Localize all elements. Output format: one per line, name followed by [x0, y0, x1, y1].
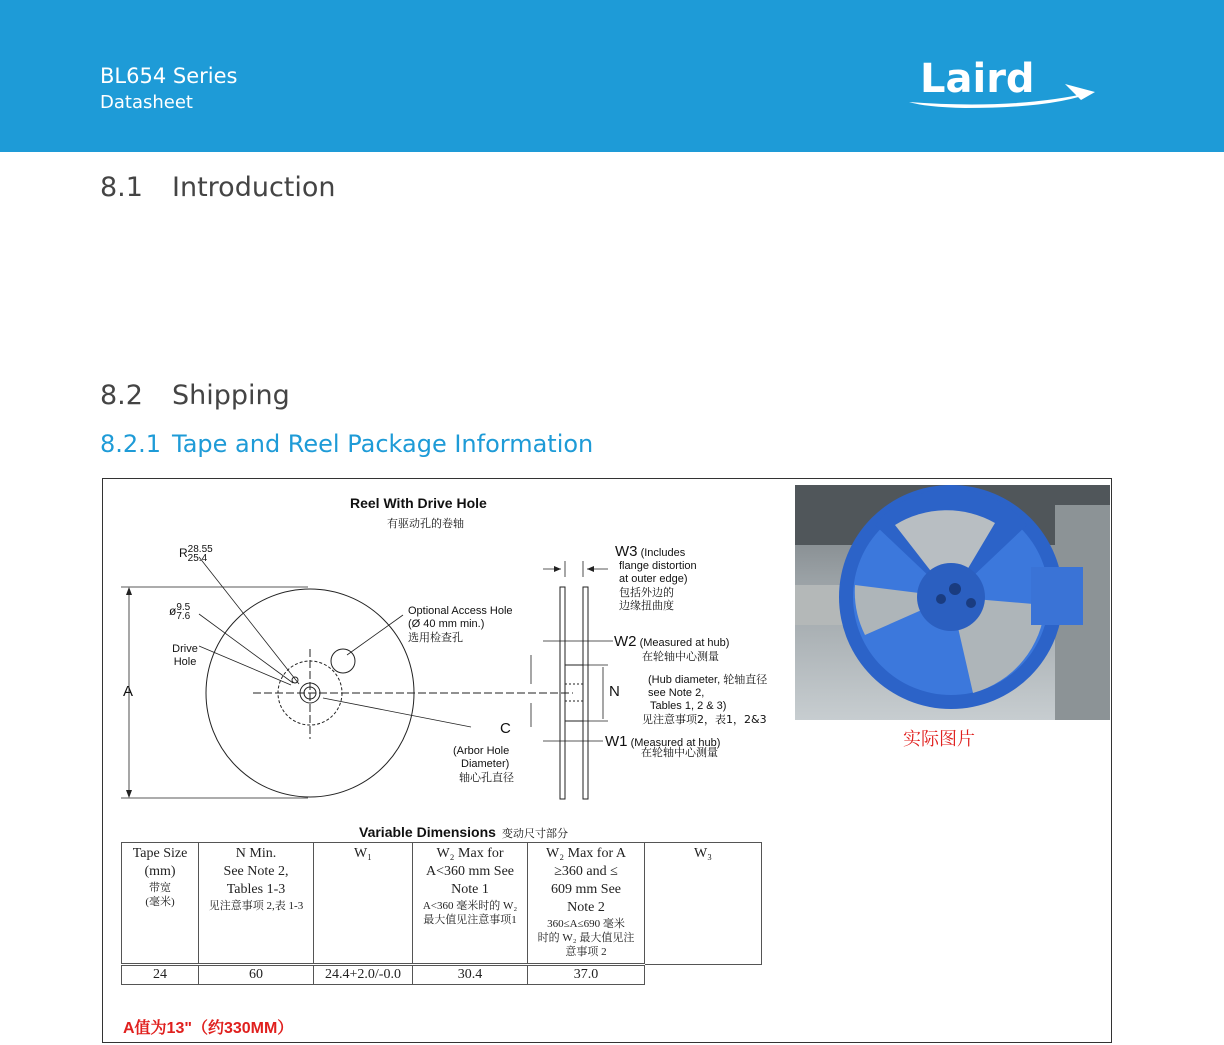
- section-title: Shipping: [172, 380, 290, 411]
- optional-hole-label: Optional Access Hole (Ø 40 mm min.) 选用检查孔: [408, 605, 513, 644]
- drive-hole-diameter-label: ø9.5 7.6: [169, 602, 191, 622]
- section-title: Introduction: [172, 172, 336, 203]
- variable-dimensions-table: [121, 842, 762, 985]
- n-annotation: (Hub diameter, 轮轴直径 see Note 2, Tables 1, 2 & 3) 见注意事项2，表1，2&3: [642, 673, 768, 726]
- reel-title: Reel With Drive Hole: [350, 495, 487, 511]
- section-8-2-heading: [100, 380, 290, 411]
- photo-caption: 实际图片: [903, 729, 975, 750]
- column-w3: W₃: [645, 843, 762, 965]
- blue-reel-image: [795, 485, 1110, 720]
- radius-label: R28.55 25.4: [179, 544, 213, 564]
- section-8-2-1-heading: [100, 430, 593, 458]
- a-value-note: A值为13"（约330MM）: [123, 1020, 294, 1037]
- column-n-min: N Min. See Note 2, Tables 1-3 见注意事项 2,表 1-3: [199, 843, 314, 965]
- section-number: 8.1: [100, 172, 143, 203]
- w3-annotation: W3 (Includes flange distortion at outer edge) 包括外边的 边缘扭曲度: [615, 543, 697, 612]
- column-w1: W₁: [314, 843, 413, 965]
- cell-n-min: 60: [199, 965, 314, 985]
- section-number: 8.2: [100, 380, 143, 411]
- w1-annotation: W1 (Measured at hub) 在轮轴中心测量: [605, 733, 721, 759]
- cell-w2-under-360: 30.4: [413, 965, 528, 985]
- w2-annotation: W2 (Measured at hub) 在轮轴中心测量: [614, 633, 730, 663]
- subsection-number: 8.2.1: [100, 430, 162, 458]
- column-w2-360-609: W₂ Max for A ≥360 and ≤ 609 mm See Note 2 360≤A≤690 毫米 时的 W₂ 最大值见注 意事项 2: [528, 843, 645, 965]
- table-title: Variable Dimensions 变动尺寸部分: [359, 824, 568, 840]
- column-tape-size: Tape Size (mm) 带宽 (毫米): [122, 843, 199, 965]
- dimension-n-label: N: [609, 683, 620, 700]
- document-title: BL654 Series: [100, 64, 238, 88]
- logo-text: Laird: [920, 56, 1035, 102]
- reel-title-cn: 有驱动孔的卷轴: [387, 517, 464, 530]
- section-8-1-heading: [100, 172, 336, 203]
- dimension-c-label: C: [500, 720, 511, 737]
- column-w2-under-360: W₂ Max for A<360 mm See Note 1 A<360 毫米时的 W₂ 最大值见注意事项1: [413, 843, 528, 965]
- laird-logo: [905, 56, 1100, 114]
- table-header-row: [122, 843, 762, 965]
- document-subtitle: Datasheet: [100, 92, 193, 113]
- table-row: [122, 965, 762, 985]
- cell-w2-360-609: 37.0: [528, 965, 645, 985]
- reel-photo: [795, 485, 1110, 720]
- arbor-hole-label: (Arbor Hole Diameter) 轴心孔直径: [453, 745, 514, 784]
- tape-reel-figure: [102, 478, 1112, 1043]
- dimension-a-label: A: [123, 683, 134, 700]
- drive-hole-label: Drive Hole: [172, 643, 198, 668]
- cell-tape-size: 24: [122, 965, 199, 985]
- cell-w3: [645, 965, 762, 985]
- page-header: [0, 0, 1224, 152]
- subsection-title: Tape and Reel Package Information: [172, 430, 594, 458]
- cell-w1: 24.4+2.0/-0.0: [314, 965, 413, 985]
